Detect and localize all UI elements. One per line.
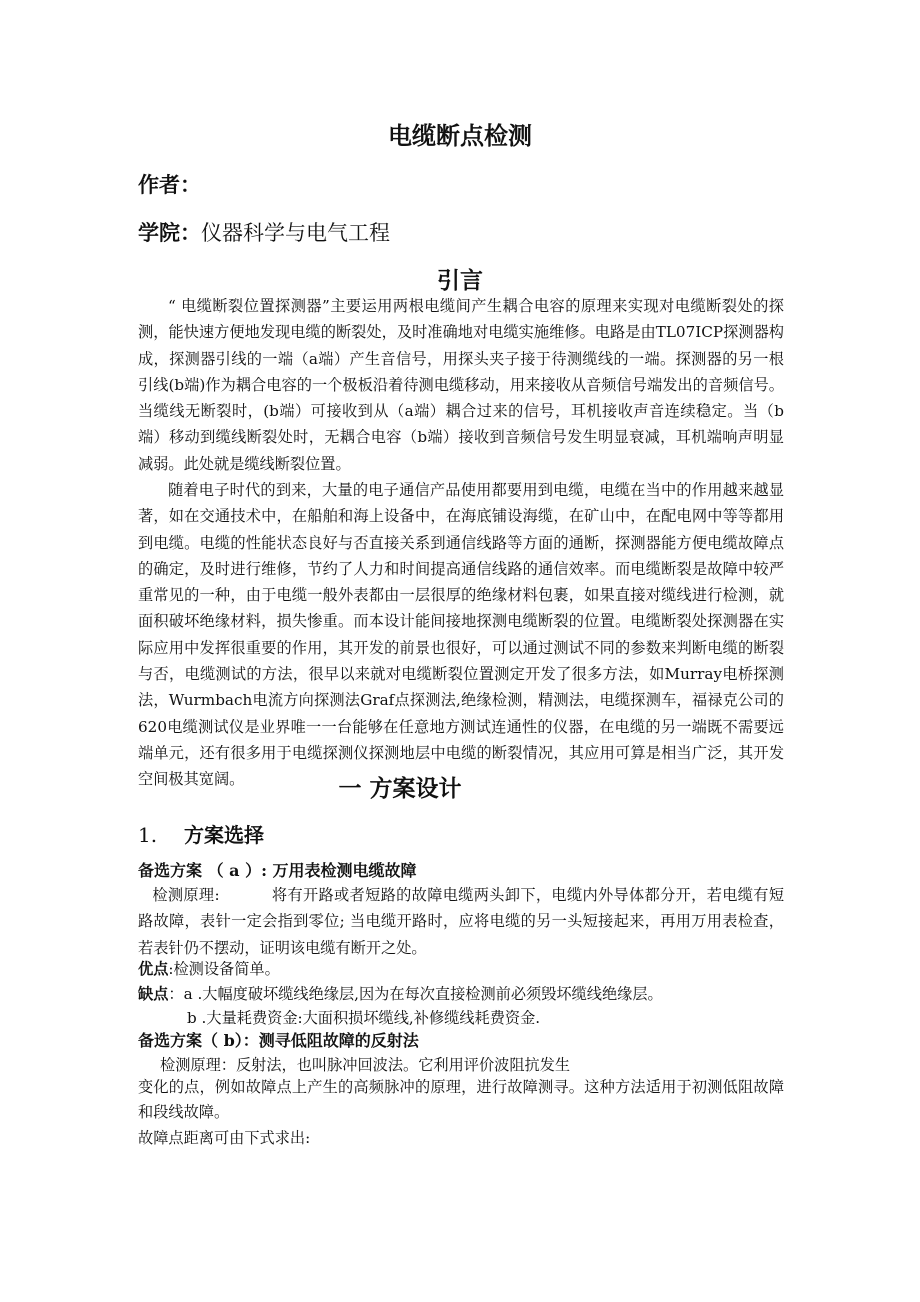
cons-label: 缺点: [138, 985, 169, 1003]
option-b-line-1: 检测原理：反射法，也叫脉冲回波法。它利用评价波阻抗发生: [160, 1056, 571, 1074]
option-a-cons-b: b .大量耗费资金:大面积损坏缆线,补修缆线耗费资金.: [187, 1009, 541, 1027]
option-a-title: 备选方案 （ a ）: 万用表检测电缆故障: [138, 861, 417, 880]
school-line: [138, 218, 390, 248]
cons-a-text: ：a .大幅度破坏缆线绝缘层,因为在每次直接检测前必须毁坏缆线绝缘层。: [168, 985, 663, 1003]
option-b-title: 备选方案（ b）：测寻低阻故障的反射法: [138, 1031, 419, 1050]
option-a-pros: [138, 957, 784, 982]
option-a-cons: [138, 982, 784, 1007]
option-a-principle-text: 将有开路或者短路的故障电缆两头卸下，电缆内外导体都分开，若电缆有短路故障，表针一定会指到零位; 当电缆开路时，应将电缆的另一头短接起来，再用万用表检查，若表针仍不摆动，证明该电缆有断开之处。: [138, 886, 785, 957]
subsection-number: 1.: [138, 823, 158, 847]
option-a-principle: [138, 882, 784, 961]
option-b-line-2: 变化的点，例如故障点上产生的高频脉冲的原理，进行故障测寻。这种方法适用于初测低阻故障和段线故障。: [138, 1078, 784, 1121]
school-value: 仪器科学与电气工程: [201, 221, 390, 245]
option-a-principle-label: 检测原理:: [152, 886, 220, 904]
author-line: [138, 170, 201, 200]
school-label: 学院：: [138, 220, 201, 245]
pros-label: 优点: [138, 960, 169, 978]
intro-heading: 引言: [437, 267, 483, 294]
option-b-line-3: 故障点距离可由下式求出:: [138, 1129, 311, 1147]
document-title: 电缆断点检测: [388, 121, 532, 150]
intro-paragraph-2: 随着电子时代的到来，大量的电子通信产品使用都要用到电缆，电缆在当中的作用越来越显著，如在交通技术中，在船舶和海上设备中，在海底铺设海缆，在矿山中，在配电网中等等都用到电缆。电缆的性能状态良好与否直接关系到通信线路等方面的通断，探测器能方便电缆故障点的确定，及时进行维修，节约了人力和时间提高通信线路的通信效率。而电缆断裂是故障中较严重常见的一种，由于电缆一般外表都由一层很厚的绝缘材料包裹，如果直接对缆线进行检测，就面积破坏绝缘材料，损失惨重。而本设计能间接地探测电缆断裂的位置。电缆断裂处探测器在实际应用中发挥很重要的作用，其开发的前景也很好，可以通过测试不同的参数来判断电缆的断裂与否，电缆测试的方法，很早以来就对电缆断裂位置测定开发了很多方法，如Murray电桥探测法，Wurmbach电流方向探测法Graf点探测法,绝缘检测，精测法，电缆探测车，福禄克公司的620电缆测试仪是业界唯一一台能够在任意地方测试连通性的仪器，在电缆的另一端既不需要远端单元，还有很多用于电缆探测仪探测地层中电缆的断裂情况，其应用可算是相当广泛，其开发空间极其宽阔。: [138, 481, 784, 789]
section-heading: 一 方案设计: [338, 775, 462, 802]
pros-text: :检测设备简单。: [168, 960, 280, 978]
subsection-title: 方案选择: [184, 823, 264, 847]
author-label: 作者：: [138, 172, 201, 197]
intro-paragraph-1: “ 电缆断裂位置探测器”主要运用两根电缆间产生耦合电容的原理来实现对电缆断裂处的探测，能快速方便地发现电缆的断裂处，及时准确地对电缆实施维修。电路是由TL07ICP探测器构成，探测器引线的一端（a端）产生音信号，用探头夹子接于待测缆线的一端。探测器的另一根引线(b端)作为耦合电容的一个极板沿着待测电缆移动，用来接收从音频信号端发出的音频信号。当缆线无断裂时，(b端）可接收到从（a端）耦合过来的信号，耳机接收声音连续稳定。当（b端）移动到缆线断裂处时，无耦合电容（b端）接收到音频信号发生明显衰减，耳机端响声明显减弱。此处就是缆线断裂位置。: [138, 297, 784, 473]
subsection-heading: [138, 820, 264, 850]
